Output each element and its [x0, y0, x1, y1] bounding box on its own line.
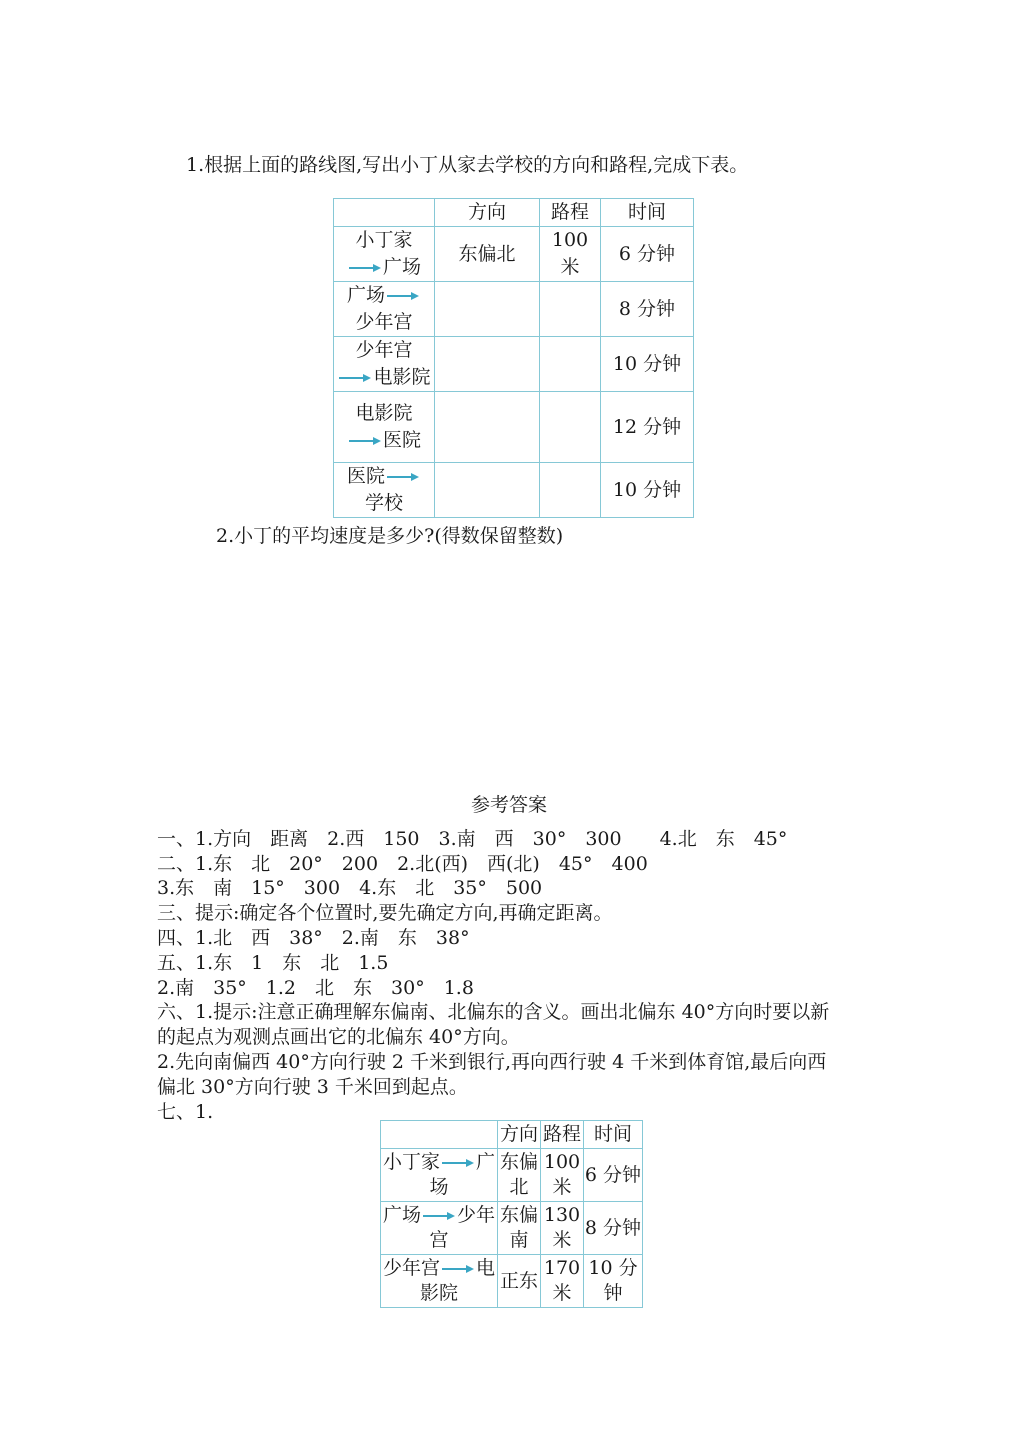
table-row [334, 392, 694, 463]
route-to: 少年宫 [355, 311, 413, 333]
distance-cell [540, 463, 601, 518]
time-cell: 12 分钟 [601, 392, 694, 463]
answer-line: 偏北 30°方向行驶 3 千米回到起点。 [157, 1076, 468, 1098]
route-from: 医院 [346, 465, 385, 487]
direction-cell [435, 282, 540, 337]
route-from: 电影院 [355, 402, 413, 424]
route-cell [334, 227, 435, 282]
route-cell [381, 1255, 498, 1308]
distance-cell: 100 米 [541, 1149, 584, 1202]
distance-cell [540, 392, 601, 463]
distance-cell [540, 282, 601, 337]
table-row [334, 227, 694, 282]
answer-route-table [380, 1120, 643, 1308]
distance-cell: 170 米 [541, 1255, 584, 1308]
arrow-icon [423, 1210, 455, 1222]
route-from: 小丁家 [355, 229, 413, 251]
direction-cell: 东偏北 [498, 1149, 541, 1202]
time-cell: 10 分钟 [601, 337, 694, 392]
answer-line: 二、1.东 北 20° 200 2.北(西) 西(北) 45° 400 [157, 853, 648, 875]
table-row [334, 282, 694, 337]
time-cell: 8 分钟 [584, 1202, 643, 1255]
answer-line: 七、1. [157, 1101, 214, 1123]
route-table [333, 198, 694, 518]
direction-cell: 东偏北 [435, 227, 540, 282]
route-from: 广场 [382, 1204, 421, 1226]
time-cell: 10 分钟 [601, 463, 694, 518]
arrow-icon [387, 471, 419, 483]
header-corner [334, 199, 435, 227]
arrow-icon [442, 1157, 474, 1169]
header-distance: 路程 [541, 1121, 584, 1149]
time-cell: 6 分钟 [584, 1149, 643, 1202]
arrow-icon [387, 290, 419, 302]
route-to: 医院 [382, 429, 421, 451]
direction-cell [435, 337, 540, 392]
question-1: 1.根据上面的路线图,写出小丁从家去学校的方向和路程,完成下表。 [186, 154, 749, 176]
route-to: 少年宫 [429, 1204, 496, 1251]
arrow-icon [442, 1263, 474, 1275]
direction-cell [435, 463, 540, 518]
answer-line: 三、提示:确定各个位置时,要先确定方向,再确定距离。 [157, 902, 613, 924]
route-cell [334, 337, 435, 392]
distance-cell: 100 米 [540, 227, 601, 282]
table-header-row [334, 199, 694, 227]
header-time: 时间 [584, 1121, 643, 1149]
route-cell [381, 1202, 498, 1255]
table-header-row [381, 1121, 643, 1149]
answer-line: 四、1.北 西 38° 2.南 东 38° [157, 927, 470, 949]
route-cell [381, 1149, 498, 1202]
answer-line: 2.先向南偏西 40°方向行驶 2 千米到银行,再向西行驶 4 千米到体育馆,最后向西 [157, 1051, 827, 1073]
route-from: 小丁家 [382, 1151, 440, 1173]
answer-line: 3.东 南 15° 300 4.东 北 35° 500 [157, 877, 543, 899]
distance-cell: 130 米 [541, 1202, 584, 1255]
header-corner [381, 1121, 498, 1149]
answer-line: 六、1.提示:注意正确理解东偏南、北偏东的含义。画出北偏东 40°方向时要以新 [157, 1001, 830, 1023]
answer-line: 的起点为观测点画出它的北偏东 40°方向。 [157, 1026, 520, 1048]
header-distance: 路程 [540, 199, 601, 227]
route-from: 少年宫 [355, 339, 413, 361]
route-from: 少年宫 [382, 1257, 440, 1279]
direction-cell [435, 392, 540, 463]
route-to: 广场 [382, 256, 421, 278]
route-cell [334, 392, 435, 463]
time-cell: 10 分钟 [584, 1255, 643, 1308]
route-to: 电影院 [373, 366, 431, 388]
direction-cell: 东偏南 [498, 1202, 541, 1255]
route-cell [334, 282, 435, 337]
arrow-icon [339, 372, 371, 384]
arrow-icon [349, 435, 381, 447]
answer-line: 一、1.方向 距离 2.西 150 3.南 西 30° 300 4.北 东 45° [157, 828, 788, 850]
distance-cell [540, 337, 601, 392]
route-from: 广场 [346, 284, 385, 306]
answers-title: 参考答案 [471, 794, 548, 816]
header-time: 时间 [601, 199, 694, 227]
route-cell [334, 463, 435, 518]
table-row [381, 1255, 643, 1308]
time-cell: 8 分钟 [601, 282, 694, 337]
header-direction: 方向 [435, 199, 540, 227]
time-cell: 6 分钟 [601, 227, 694, 282]
question-2: 2.小丁的平均速度是多少?(得数保留整数) [216, 525, 564, 547]
route-to: 学校 [364, 492, 403, 514]
table-row [334, 463, 694, 518]
header-direction: 方向 [498, 1121, 541, 1149]
route-to: 广场 [429, 1151, 496, 1198]
arrow-icon [349, 262, 381, 274]
answer-line: 2.南 35° 1.2 北 东 30° 1.8 [157, 977, 474, 999]
direction-cell: 正东 [498, 1255, 541, 1308]
table-row [334, 337, 694, 392]
route-to: 电影院 [419, 1257, 496, 1304]
table-row [381, 1202, 643, 1255]
answer-line: 五、1.东 1 东 北 1.5 [157, 952, 389, 974]
table-row [381, 1149, 643, 1202]
